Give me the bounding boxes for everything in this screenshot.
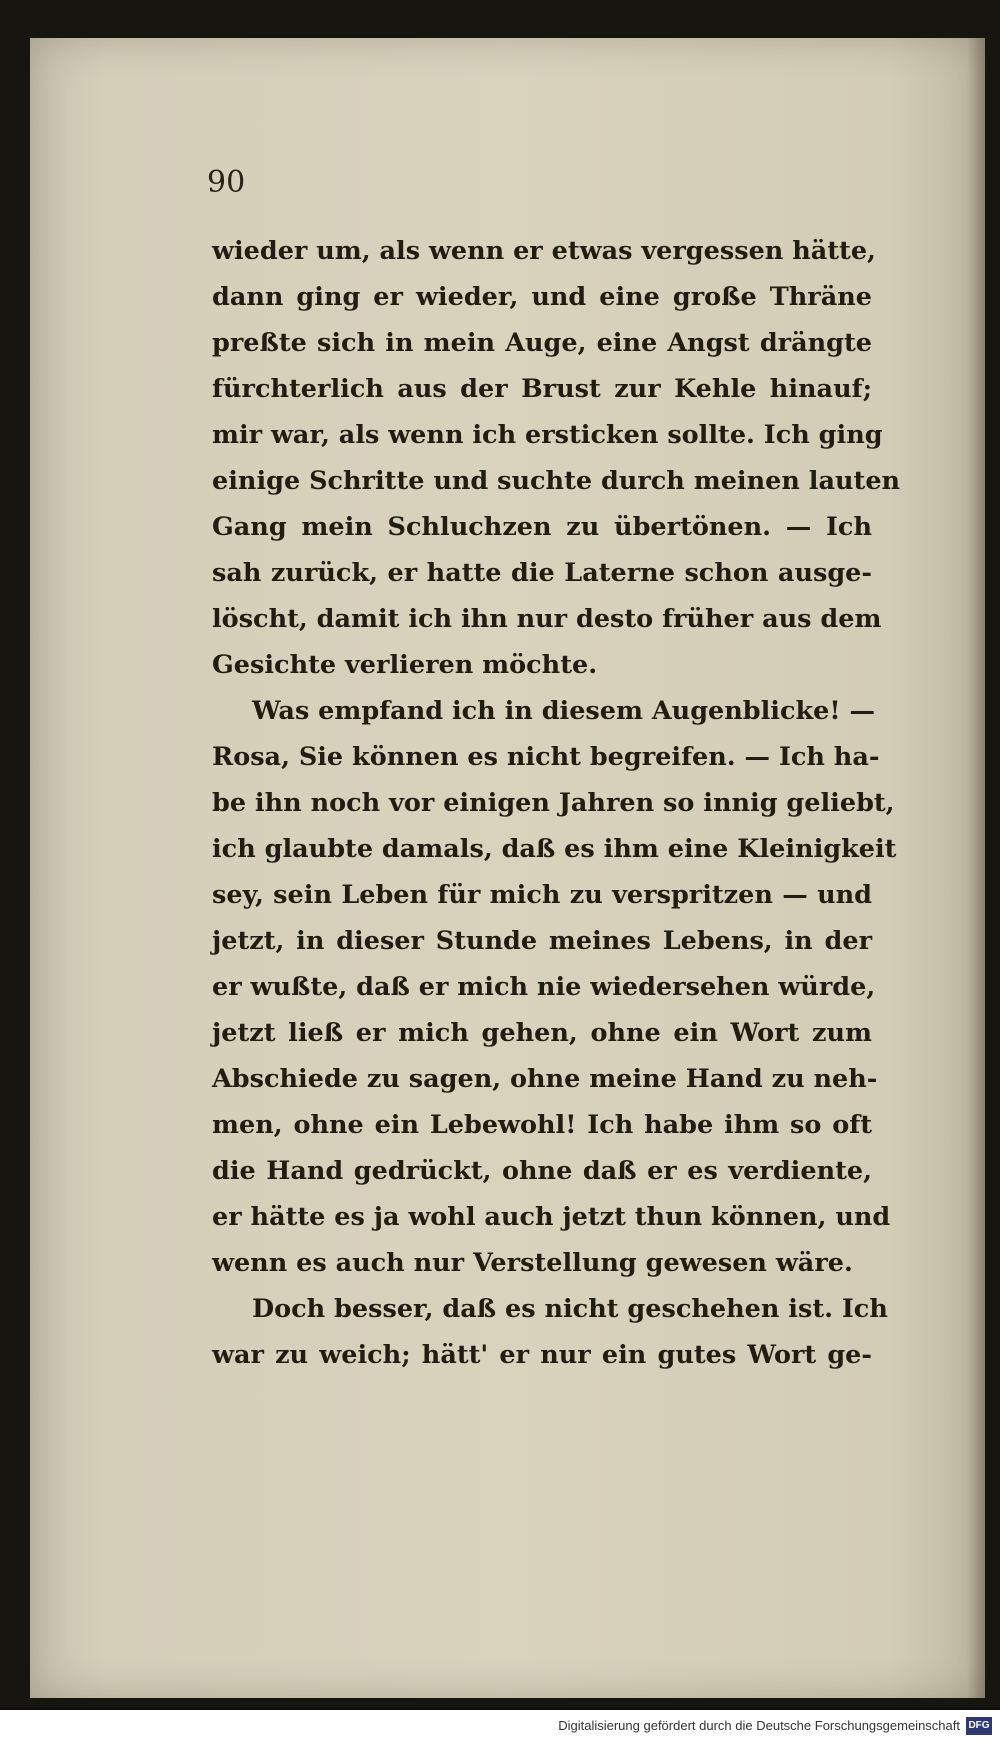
funding-credit: Digitalisierung gefördert durch die Deutsche Forschungsgemeinschaft <box>558 1718 960 1733</box>
text-line: einige Schritte und suchte durch meinen lauten <box>212 466 901 496</box>
text-line: wieder um, als wenn er etwas vergessen hätte, <box>212 236 876 266</box>
text-line: löscht, damit ich ihn nur desto früher aus dem <box>212 604 882 634</box>
text-line: Gang mein Schluchzen zu übertönen. — Ich <box>212 512 872 542</box>
text-line: jetzt, in dieser Stunde meines Lebens, in der <box>212 926 872 956</box>
text-line-paragraph-start: Was empfand ich in diesem Augenblicke! — <box>252 696 875 726</box>
text-line: Rosa, Sie können es nicht begreifen. — Ich ha- <box>212 742 880 772</box>
text-line: sey, sein Leben für mich zu verspritzen — und <box>212 880 872 910</box>
page-number: 90 <box>207 165 246 200</box>
text-line: Abschiede zu sagen, ohne meine Hand zu neh- <box>212 1064 878 1094</box>
text-line: jetzt ließ er mich gehen, ohne ein Wort zum <box>212 1018 872 1048</box>
text-line: ich glaubte damals, daß es ihm eine Kleinigkeit <box>212 834 897 864</box>
text-line: be ihn noch vor einigen Jahren so innig geliebt, <box>212 788 895 818</box>
text-line-paragraph-start: Doch besser, daß es nicht geschehen ist. Ich <box>252 1294 888 1324</box>
text-line: preßte sich in mein Auge, eine Angst drängte <box>212 328 872 358</box>
text-line: er wußte, daß er mich nie wiedersehen würde, <box>212 972 876 1002</box>
text-line: die Hand gedrückt, ohne daß er es verdiente, <box>212 1156 872 1186</box>
text-line: war zu weich; hätt' er nur ein gutes Wort ge- <box>212 1340 872 1370</box>
text-line: er hätte es ja wohl auch jetzt thun können, und <box>212 1202 891 1232</box>
text-line: dann ging er wieder, und eine große Thräne <box>212 282 872 312</box>
text-line: sah zurück, er hatte die Laterne schon ausge- <box>212 558 872 588</box>
page-edge-shadow <box>967 38 985 1698</box>
digitization-footer <box>0 1708 1000 1742</box>
dfg-logo-icon: DFG <box>966 1717 992 1735</box>
text-line: wenn es auch nur Verstellung gewesen wäre. <box>212 1248 853 1278</box>
body-text <box>212 228 901 1378</box>
text-line: mir war, als wenn ich ersticken sollte. Ich ging <box>212 420 883 450</box>
text-line: men, ohne ein Lebewohl! Ich habe ihm so oft <box>212 1110 872 1140</box>
text-line: Gesichte verlieren möchte. <box>212 650 598 680</box>
text-line: fürchterlich aus der Brust zur Kehle hinauf; <box>212 374 872 404</box>
